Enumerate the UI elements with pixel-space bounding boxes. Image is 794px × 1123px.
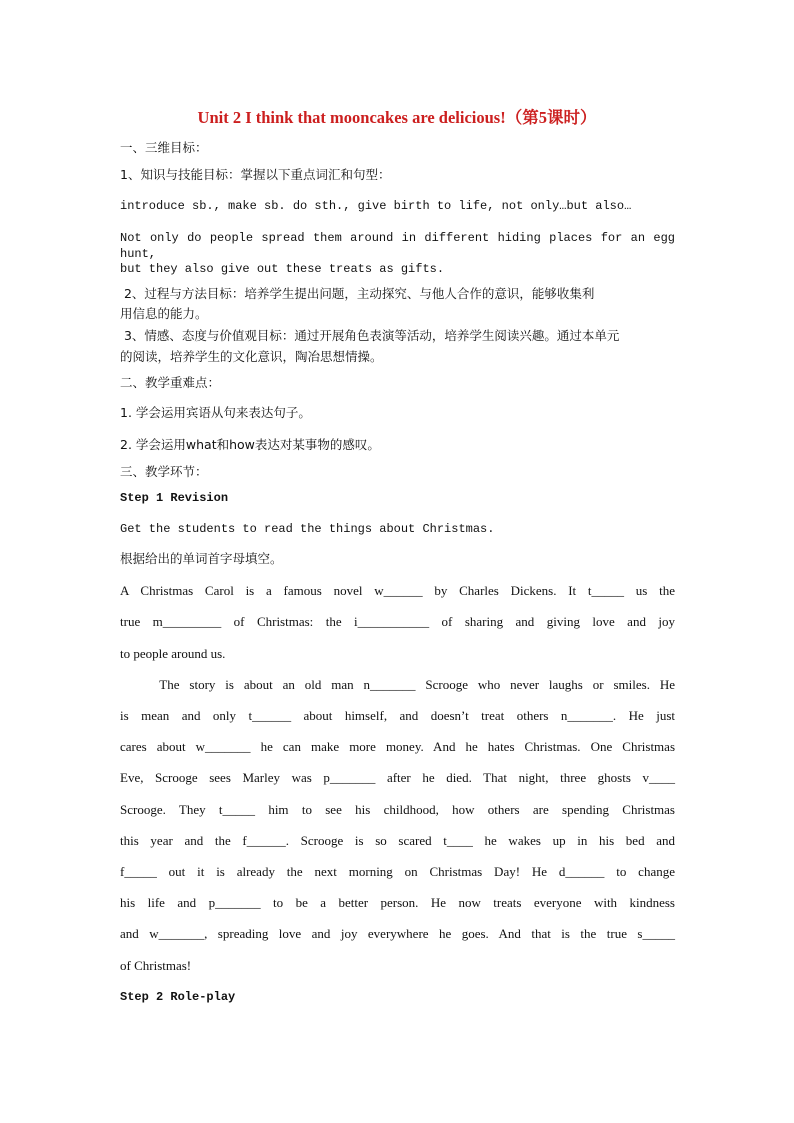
fill-blank-instruction: 根据给出的单词首字母填空。 <box>120 551 283 566</box>
passage-line: Eve, Scrooge sees Marley was p_______ after he died. That night, three ghosts v____ <box>120 770 675 785</box>
passage-line: of Christmas! <box>120 958 192 973</box>
step-1-instruction: Get the students to read the things about Christmas. <box>120 522 495 536</box>
key-points-heading: 二、教学重难点： <box>120 375 221 390</box>
passage-line: his life and p_______ to be a better person. He now treats everyone with kindness <box>120 895 675 910</box>
step-1-title: Step 1 Revision <box>120 491 229 505</box>
passage-line: true m_________ of Christmas: the i___________ of sharing and giving love and joy <box>120 614 675 629</box>
key-phrases: introduce sb., make sb. do sth., give birth to life, not only…but also… <box>120 199 632 213</box>
key-point-1: 1. 学会运用宾语从句来表达句子。 <box>120 405 311 420</box>
example-sentence-1: Not only do people spread them around in different hiding places for an egg hunt, <box>120 231 675 261</box>
passage-line: this year and the f______. Scrooge is so scared t____ he wakes up in his bed and <box>120 833 675 848</box>
process-objective-line-2: 用信息的能力。 <box>120 306 208 321</box>
passage-line: A Christmas Carol is a famous novel w______ by Charles Dickens. It t_____ us the <box>120 583 675 598</box>
passage-line: is mean and only t______ about himself, and doesn’t treat others n_______. He just <box>120 708 675 723</box>
procedure-heading: 三、教学环节： <box>120 464 208 479</box>
passage-line: and w_______, spreading love and joy everywhere he goes. And that is the true s_____ <box>120 926 675 941</box>
key-point-2: 2. 学会运用what和how表达对某事物的感叹。 <box>120 437 380 452</box>
passage-line: f_____ out it is already the next morning on Christmas Day! He d______ to change <box>120 864 675 879</box>
passage-line: to people around us. <box>120 646 226 661</box>
emotion-objective-line-2: 的阅读，培养学生的文化意识，陶冶思想情操。 <box>120 349 383 364</box>
emotion-objective-line-1: 3、情感、态度与价值观目标：通过开展角色表演等活动，培养学生阅读兴趣。通过本单元 <box>120 328 620 343</box>
process-objective-line-1: 2、过程与方法目标：培养学生提出问题，主动探究、与他人合作的意识，能够收集利 <box>120 286 595 301</box>
objectives-heading: 一、三维目标： <box>120 140 208 155</box>
knowledge-objective: 1、知识与技能目标：掌握以下重点词汇和句型： <box>120 167 391 182</box>
example-sentence-2: but they also give out these treats as gifts. <box>120 262 445 276</box>
page-title: Unit 2 I think that mooncakes are delicious!（第5课时） <box>197 108 597 127</box>
passage-line: cares about w_______ he can make more money. And he hates Christmas. One Christmas <box>120 739 675 754</box>
passage-line: The story is about an old man n_______ Scrooge who never laughs or smiles. He <box>120 677 675 692</box>
passage-line: Scrooge. They t_____ him to see his childhood, how others are spending Christmas <box>120 802 675 817</box>
step-2-title: Step 2 Role-play <box>120 990 236 1004</box>
